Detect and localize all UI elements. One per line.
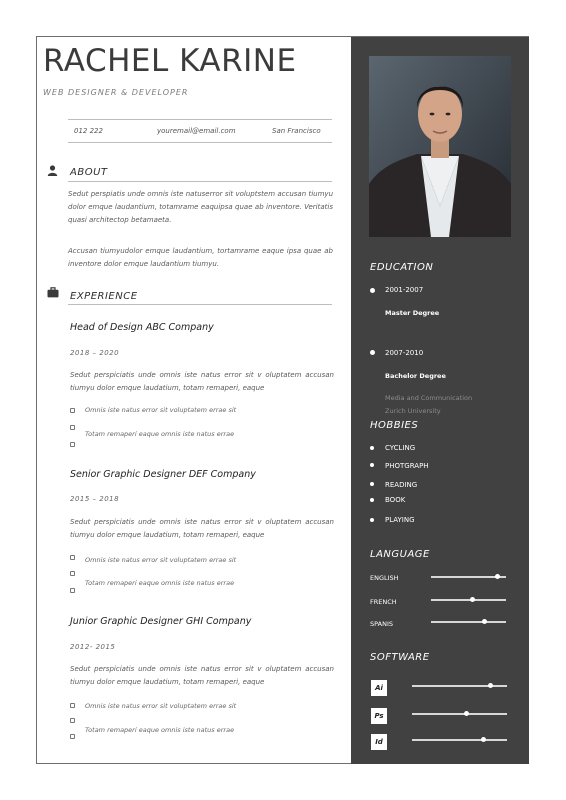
education-years: 2007-2010 — [385, 349, 424, 357]
hobby-item: READING — [385, 481, 418, 489]
job-title: Junior Graphic Designer GHI Company — [70, 616, 252, 627]
experience-title: EXPERIENCE — [70, 291, 138, 302]
software-level-bar — [412, 685, 507, 687]
hobby-item: PHOTGRAPH — [385, 462, 429, 470]
candidate-name: RACHEL KARINE — [43, 43, 297, 79]
resume-page — [36, 36, 529, 764]
language-name: ENGLISH — [370, 574, 399, 582]
hobby-dot — [370, 498, 374, 502]
contact-city: San Francisco — [272, 127, 321, 135]
education-degree: Master Degree — [385, 309, 440, 317]
bullet-box — [70, 703, 75, 708]
bullet-box — [70, 571, 75, 576]
hobby-dot — [370, 482, 374, 486]
software-level-bar — [412, 713, 507, 715]
illustrator-icon: Ai — [371, 680, 387, 696]
person-icon — [47, 165, 58, 176]
profile-photo — [369, 56, 511, 237]
hobby-dot — [370, 463, 374, 467]
contact-email[interactable]: youremail@email.com — [157, 127, 236, 135]
sidebar — [351, 37, 529, 764]
job-bullet: Totam remaperi eaque omnis iste natus errae — [85, 726, 235, 734]
bullet-box — [70, 734, 75, 739]
language-title: LANGUAGE — [370, 549, 430, 560]
language-name: SPANIS — [370, 620, 393, 628]
level-knob — [481, 737, 486, 742]
level-knob — [470, 597, 475, 602]
job-bullet: Totam remaperi eaque omnis iste natus errae — [85, 579, 235, 587]
bullet-box — [70, 588, 75, 593]
job-title: Head of Design ABC Company — [70, 322, 214, 333]
job-dates: 2018 – 2020 — [70, 349, 120, 357]
experience-divider — [68, 304, 332, 305]
hobby-item: PLAYING — [385, 516, 415, 524]
photoshop-icon: Ps — [371, 708, 387, 724]
job-title: Senior Graphic Designer DEF Company — [70, 469, 256, 480]
briefcase-icon — [47, 287, 59, 298]
bullet-box — [70, 425, 75, 430]
job-bullet: Omnis iste natus error sit voluptatem errae sit — [85, 406, 237, 414]
job-bullet: Totam remaperi eaque omnis iste natus errae — [85, 430, 235, 438]
contact-phone: 012 222 — [74, 127, 103, 135]
bullet-box — [70, 718, 75, 723]
language-level-bar — [431, 621, 506, 623]
about-paragraph-2: Accusan tiumyudolor emque laudantium, tortamrame eaque ipsa quae ab inventore dolor emque laudantium tiumyu. — [68, 247, 333, 268]
contact-bar — [68, 119, 332, 143]
timeline-dot — [370, 288, 375, 293]
bullet-box — [70, 408, 75, 413]
software-title: SOFTWARE — [370, 652, 430, 663]
job-dates: 2015 – 2018 — [70, 495, 120, 503]
language-name: FRENCH — [370, 598, 397, 606]
level-knob — [464, 711, 469, 716]
job-description: Sedut perspiciatis unde omnis iste natus error sit v oluptatem accusan tiumyu dolor emque laudatium, totam remaperi, eaque — [70, 518, 334, 539]
job-description: Sedut perspiciatis unde omnis iste natus error sit v oluptatem accusan tiumyu dolor emque laudatium, totam remaperi, eaque — [70, 371, 334, 392]
timeline-dot — [370, 350, 375, 355]
level-knob — [488, 683, 493, 688]
job-dates: 2012- 2015 — [70, 643, 116, 651]
level-knob — [495, 574, 500, 579]
software-level-bar — [412, 739, 507, 741]
hobby-dot — [370, 446, 374, 450]
hobby-item: CYCLING — [385, 444, 416, 452]
language-level-bar — [431, 576, 506, 578]
hobbies-title: HOBBIES — [370, 420, 419, 431]
about-title: ABOUT — [70, 167, 108, 178]
job-description: Sedut perspiciatis unde omnis iste natus error sit v oluptatem accusan tiumyu dolor emque laudatium, totam remaperi, eaque — [70, 665, 334, 686]
education-field: Media and Communication — [385, 394, 473, 402]
level-knob — [482, 619, 487, 624]
about-paragraph-1: Sedut perspiatis unde omnis iste natuserror sit voluptstem accusan tiumyu dolor emque laudantium, totamrame eaquipsa quae ab inventore. Veritatis quasi architectop betamaeta. — [68, 190, 333, 224]
job-bullet: Omnis iste natus error sit voluptatem errae sit — [85, 702, 237, 710]
candidate-role: WEB DESIGNER & DEVELOPER — [43, 88, 189, 97]
education-years: 2001-2007 — [385, 286, 424, 294]
hobby-dot — [370, 518, 374, 522]
education-school: Zurich University — [385, 407, 441, 415]
bullet-box — [70, 555, 75, 560]
education-degree: Bachelor Degree — [385, 372, 446, 380]
bullet-box — [70, 442, 75, 447]
job-bullet: Omnis iste natus error sit voluptatem errae sit — [85, 556, 237, 564]
language-level-bar — [431, 599, 506, 601]
hobby-item: BOOK — [385, 496, 406, 504]
indesign-icon: Id — [371, 734, 387, 750]
education-title: EDUCATION — [370, 262, 434, 273]
about-divider — [68, 181, 332, 182]
